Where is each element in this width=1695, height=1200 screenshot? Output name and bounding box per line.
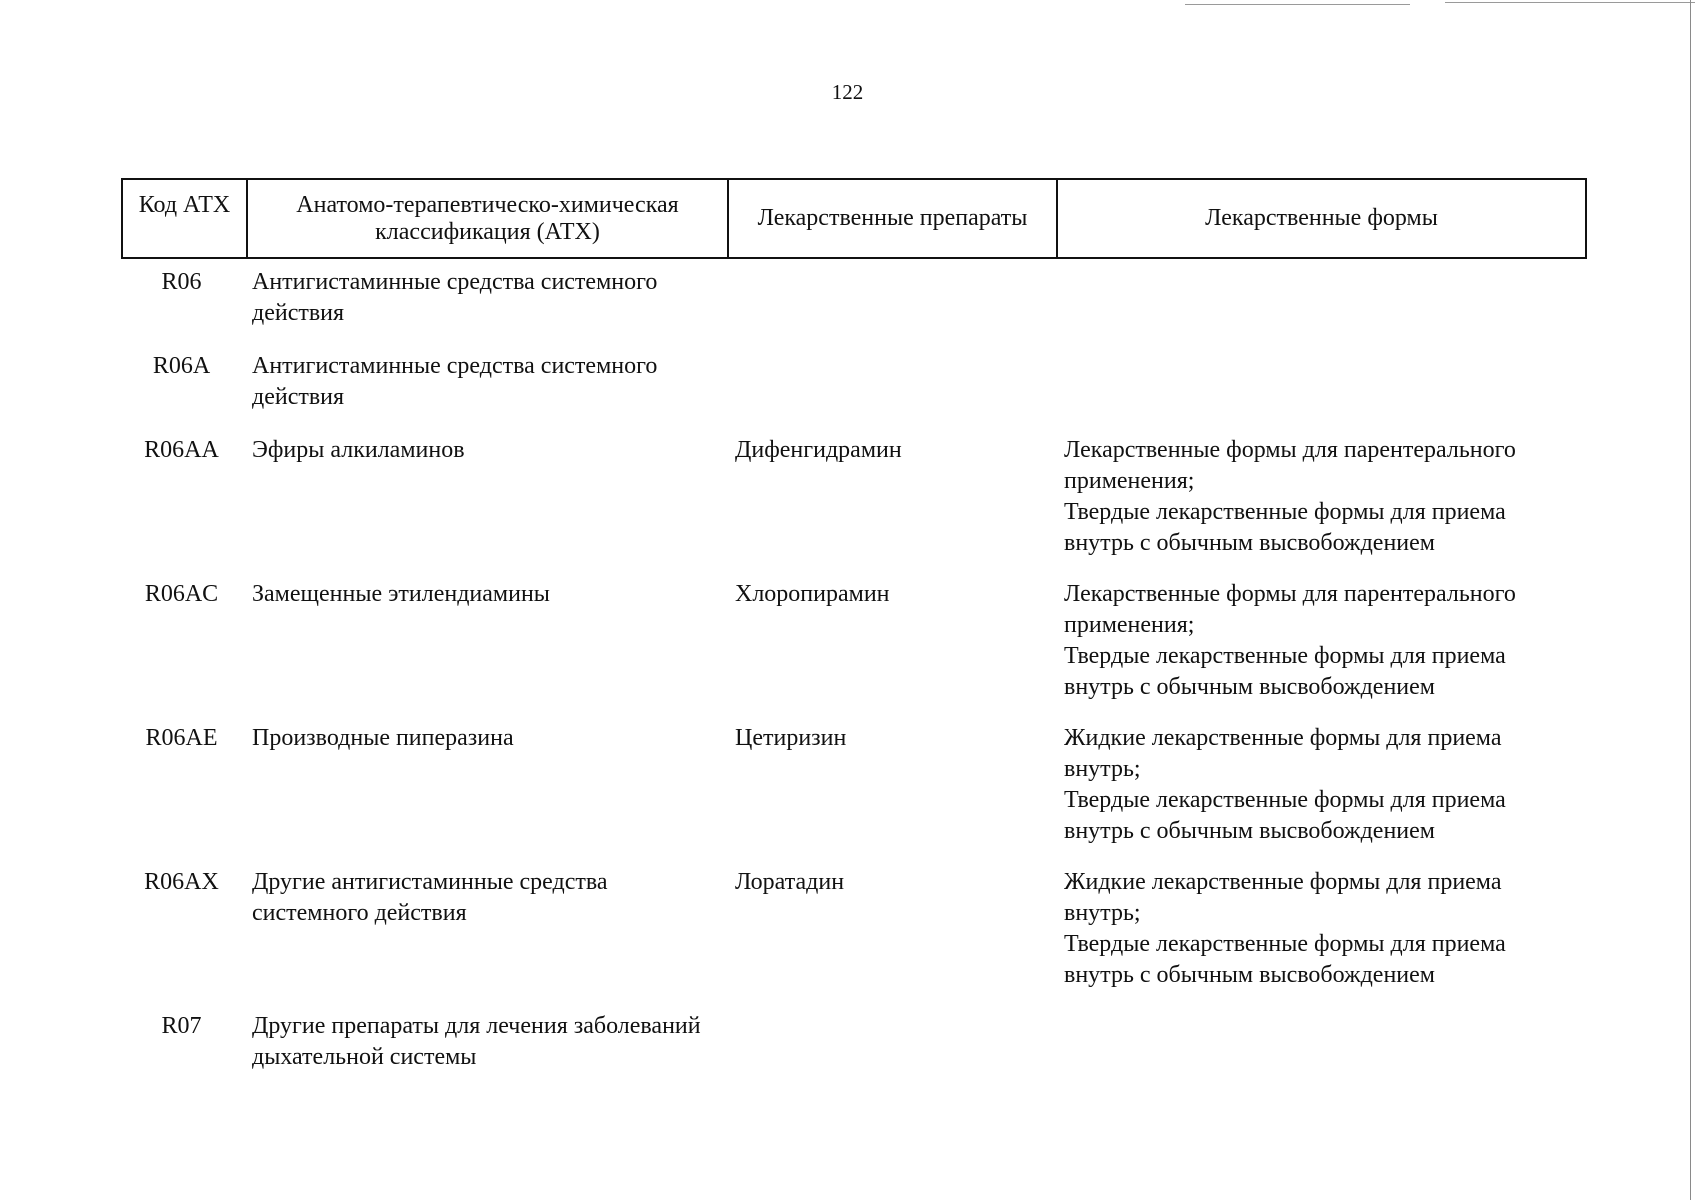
atc-code: R06: [161, 269, 202, 295]
drug-name: Хлоропирамин: [735, 581, 890, 607]
atc-name: Антигистаминные средства системного действия: [252, 269, 658, 326]
dosage-forms: [1056, 351, 1587, 413]
dosage-form-line: Твердые лекарственные формы для приема внутрь с обычным высвобождением: [1064, 931, 1506, 988]
dosage-form-line: Твердые лекарственные формы для приема внутрь с обычным высвобождением: [1064, 787, 1506, 844]
table-row: [121, 1011, 1587, 1073]
atc-code: R06AE: [145, 725, 218, 751]
dosage-form-line: Жидкие лекарственные формы для приема внутрь;: [1064, 869, 1502, 926]
header-atc-classification: Анатомо-терапевтическо-химическая классификация (АТХ): [248, 180, 729, 257]
dosage-form-line: Лекарственные формы для парентерального применения;: [1064, 437, 1516, 494]
atc-name: Другие препараты для лечения заболеваний дыхательной системы: [252, 1013, 701, 1070]
dosage-form-line: Твердые лекарственные формы для приема внутрь с обычным высвобождением: [1064, 643, 1506, 700]
header-atc-code: Код АТХ: [123, 180, 248, 257]
atc-code: R06AA: [144, 437, 219, 463]
atc-name: Антигистаминные средства системного действия: [252, 353, 658, 410]
dosage-forms: [1056, 1011, 1587, 1073]
scan-artifact-line: [1445, 2, 1695, 3]
atc-name: Замещенные этилендиамины: [252, 581, 550, 607]
dosage-forms: [1056, 579, 1587, 703]
atc-code: R06AC: [144, 581, 219, 607]
atc-name: Производные пиперазина: [252, 725, 514, 751]
table-row: [121, 435, 1587, 559]
scan-artifact-line: [1185, 4, 1410, 5]
dosage-forms: [1056, 435, 1587, 559]
atc-code: R06A: [152, 353, 211, 379]
dosage-form-line: Лекарственные формы для парентерального применения;: [1064, 581, 1516, 638]
drug-name: [727, 351, 1056, 413]
table-body: [121, 267, 1587, 1093]
drug-name: Цетиризин: [735, 725, 847, 751]
drug-name: [727, 267, 1056, 329]
drug-name: [727, 1011, 1056, 1073]
dosage-forms: [1056, 723, 1587, 847]
dosage-forms: [1056, 267, 1587, 329]
table-row: [121, 351, 1587, 413]
dosage-forms: [1056, 867, 1587, 991]
table-row: [121, 267, 1587, 329]
dosage-form-line: Твердые лекарственные формы для приема внутрь с обычным высвобождением: [1064, 499, 1506, 556]
table-row: [121, 723, 1587, 847]
header-drugs: Лекарственные препараты: [729, 180, 1058, 257]
atc-name: Другие антигистаминные средства системного действия: [252, 869, 608, 926]
table-row: [121, 579, 1587, 703]
page-number: 122: [831, 80, 864, 104]
header-dosage-forms: Лекарственные формы: [1205, 205, 1438, 231]
atc-code: R06AX: [144, 869, 219, 895]
scan-artifact-edge: [1690, 0, 1691, 1200]
drug-name: Лоратадин: [735, 869, 845, 895]
drug-name: Дифенгидрамин: [735, 437, 902, 463]
dosage-form-line: Жидкие лекарственные формы для приема внутрь;: [1064, 725, 1502, 782]
table-row: [121, 867, 1587, 991]
table-header: [121, 178, 1587, 259]
atc-name: Эфиры алкиламинов: [252, 437, 465, 463]
atc-code: R07: [161, 1013, 202, 1039]
